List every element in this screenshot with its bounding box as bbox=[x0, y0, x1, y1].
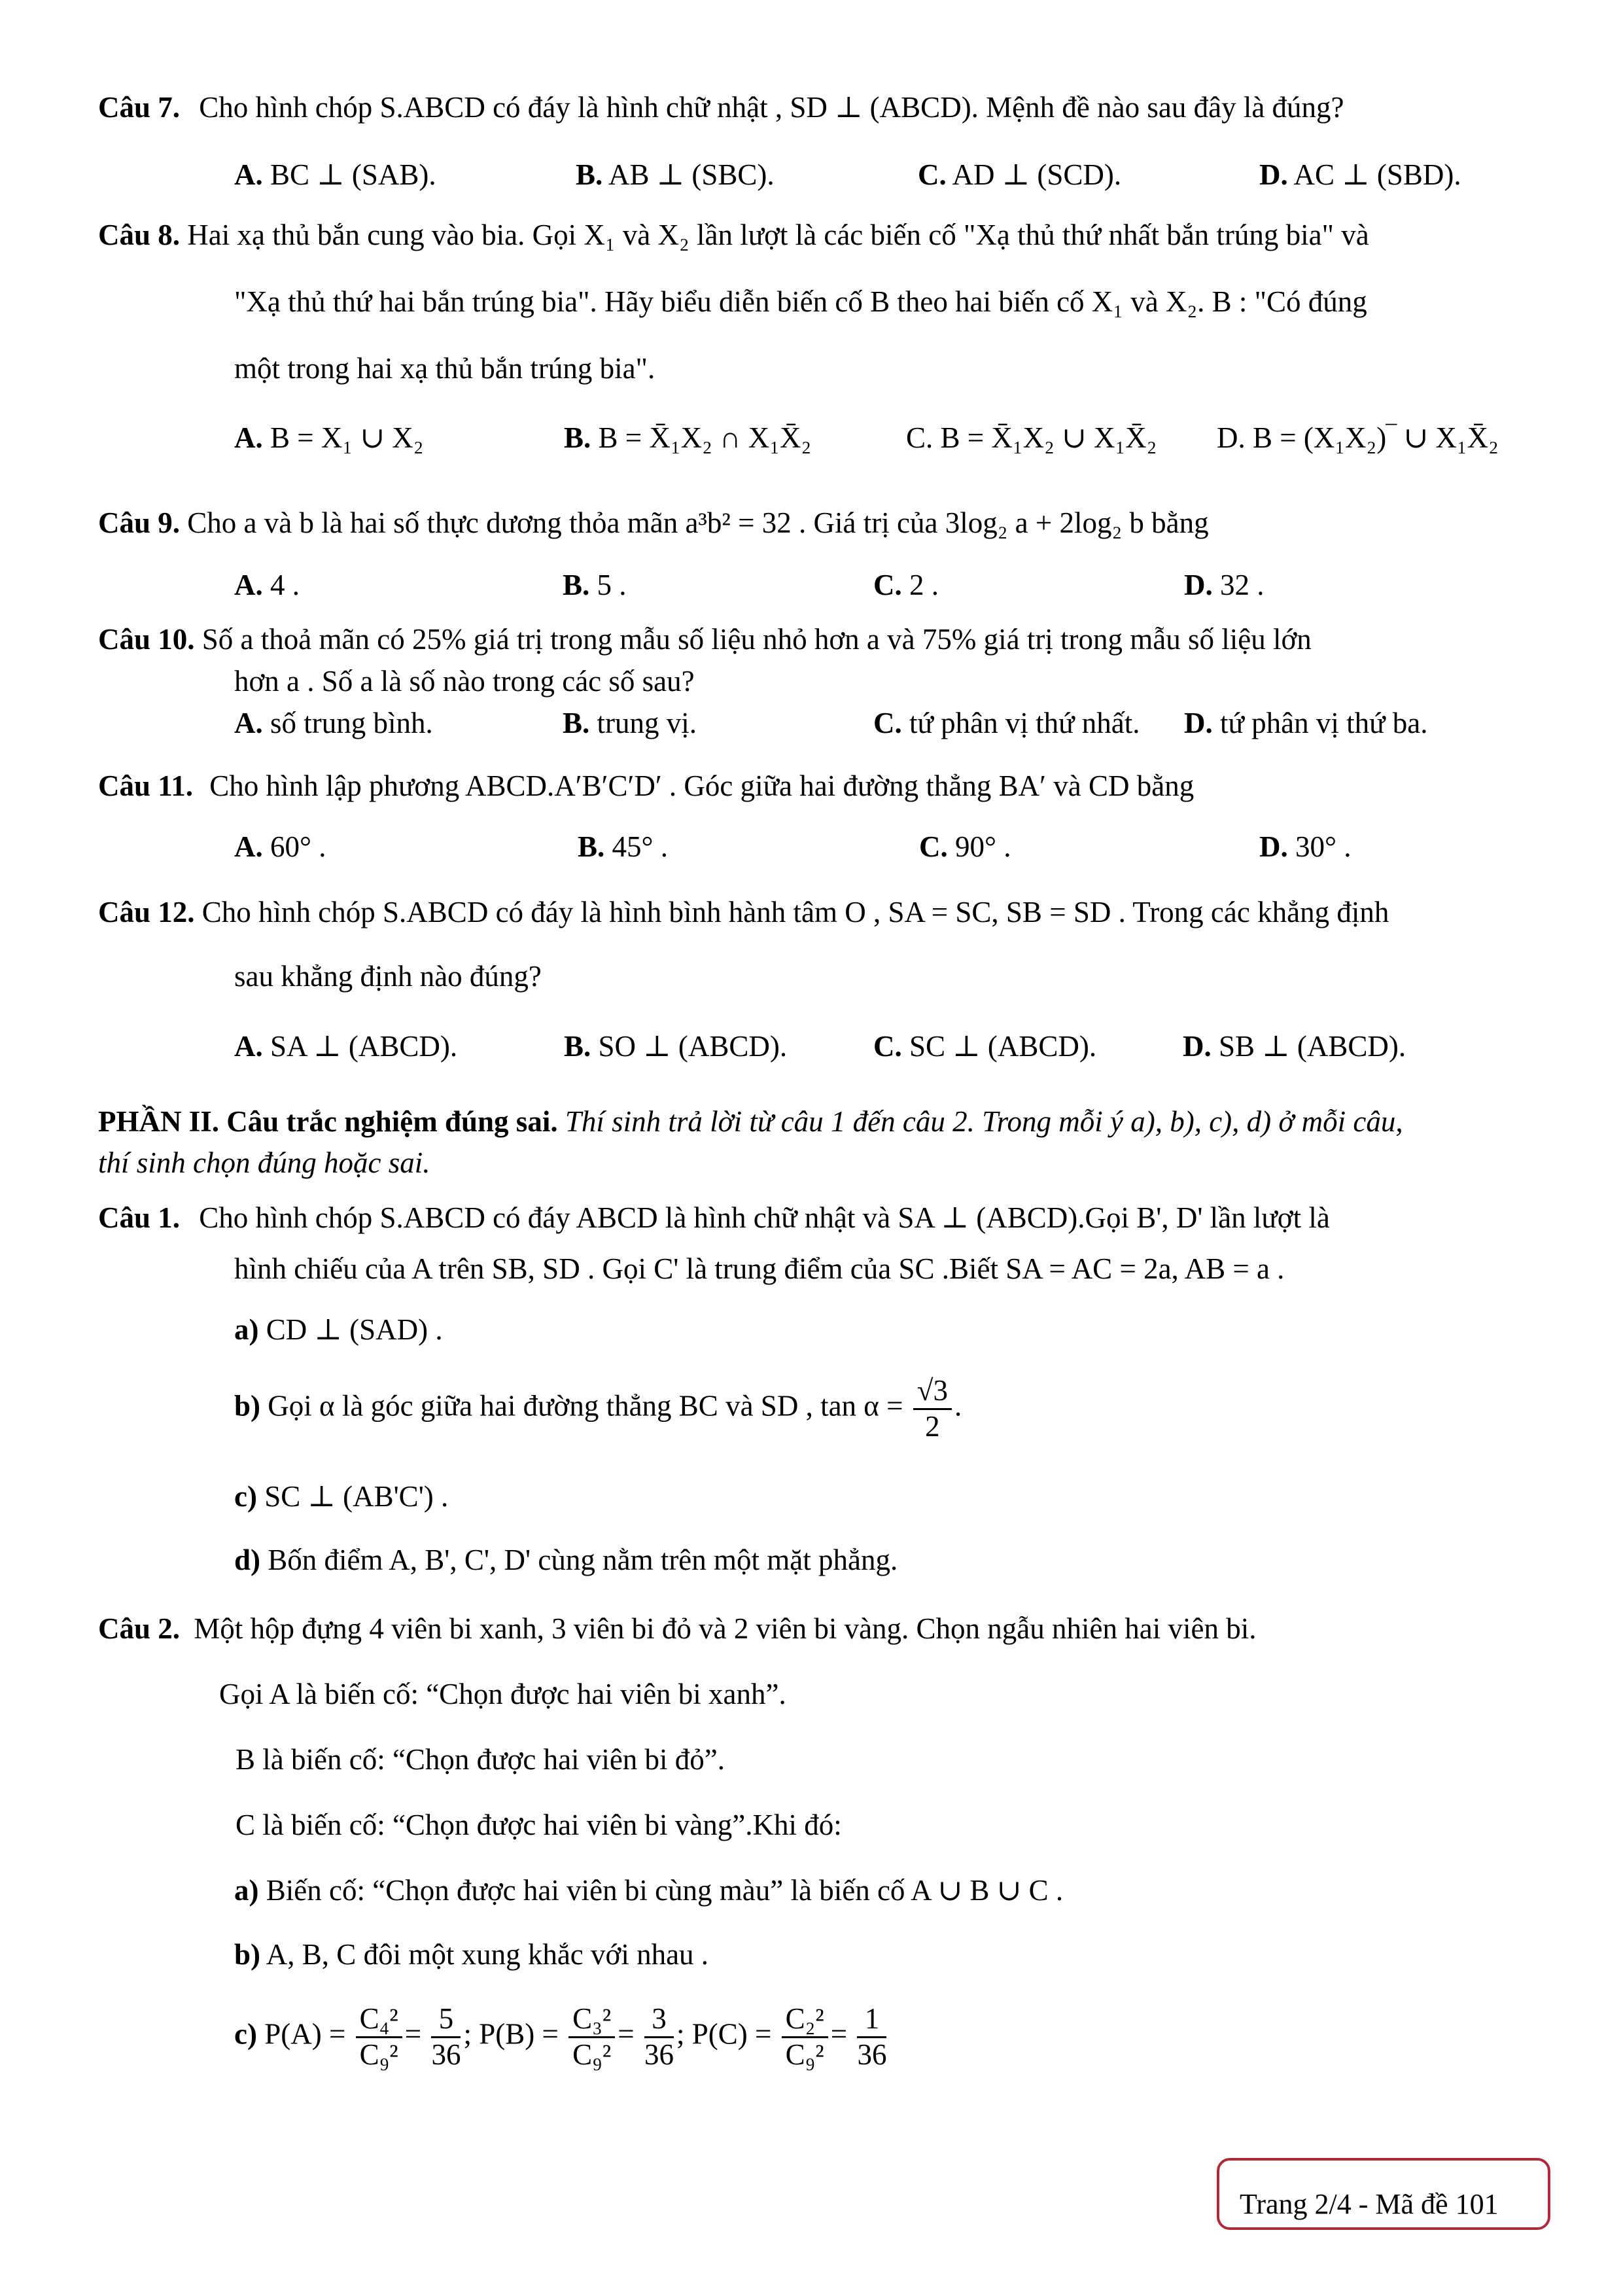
part2-desc-2: thí sinh chọn đúng hoặc sai. bbox=[98, 1146, 430, 1179]
fraction-combo-b: $\frac{\text{C₃²}}{\text{C₉²}}$ bbox=[568, 2002, 615, 2072]
q11-stem: Cho hình lập phương ABCD.A′B′C′D′ . Góc giữa hai đường thẳng BA′ và CD bằng bbox=[209, 769, 1195, 802]
q11-stem-line bbox=[98, 767, 1194, 805]
fraction-value-b: $\frac{3}{36}$ bbox=[644, 2002, 674, 2071]
part2-title: PHẦN II. Câu trắc nghiệm đúng sai. bbox=[98, 1105, 558, 1138]
q11-opt-a: A. 60° . bbox=[234, 830, 326, 863]
p2q2-line-2: Gọi A là biến cố: “Chọn được hai viên bi xanh”. bbox=[219, 1678, 786, 1710]
p2q2-line-1 bbox=[98, 1610, 1256, 1648]
q8-line-2: "Xạ thủ thứ hai bắn trúng bia". Hãy biểu diễn biến cố B theo hai biến cố X₁ và X₂. B : "Có đúng bbox=[234, 285, 1367, 318]
part2-heading bbox=[98, 1103, 1403, 1141]
q11-opt-b: B. 45° . bbox=[578, 830, 669, 863]
q12-opt-b: B. SO ⊥ (ABCD). bbox=[564, 1030, 788, 1063]
p2q1-label: Câu 1. bbox=[98, 1201, 181, 1234]
fraction-combo-a: $\frac{\text{C₄²}}{\text{C₉²}}$ bbox=[356, 2002, 402, 2072]
fraction-value-c: $\frac{1}{36}$ bbox=[857, 2002, 887, 2071]
q11-opt-d: D. 30° . bbox=[1259, 830, 1352, 863]
q11-label: Câu 11. bbox=[98, 769, 194, 802]
q9-stem: Cho a và b là hai số thực dương thỏa mãn a³b² = 32 . Giá trị của 3log₂ a + 2log₂ b bằng bbox=[187, 506, 1209, 539]
q8-opt-b: B. B = X̄₁X₂ ∩ X₁X̄₂ bbox=[564, 421, 812, 454]
p2q1-item-a: a) CD ⊥ (SAD) . bbox=[234, 1313, 443, 1346]
q7-opt-d: D. AC ⊥ (SBD). bbox=[1259, 158, 1461, 191]
p2q1-item-b: b) Gọi α là góc giữa hai đường thẳng BC và SD , tan α = $\frac{√3}{2}$ . bbox=[234, 1374, 962, 1443]
p2q1-item-c: c) SC ⊥ (AB'C') . bbox=[234, 1480, 449, 1513]
p2q1-text-1: Cho hình chóp S.ABCD có đáy ABCD là hình chữ nhật và SA ⊥ (ABCD).Gọi B', D' lần lượt là bbox=[199, 1201, 1330, 1234]
p2q2-item-a: a) Biến cố: “Chọn được hai viên bi cùng màu” là biến cố A ∪ B ∪ C . bbox=[234, 1874, 1064, 1907]
q7-opt-c: C. AD ⊥ (SCD). bbox=[918, 158, 1122, 191]
q9-opt-d: D. 32 . bbox=[1184, 569, 1265, 601]
q10-opt-a: A. số trung bình. bbox=[234, 707, 433, 739]
q7-stem: Cho hình chóp S.ABCD có đáy là hình chữ nhật , SD ⊥ (ABCD). Mệnh đề nào sau đây là đúng? bbox=[199, 91, 1344, 124]
q12-opt-d: D. SB ⊥ (ABCD). bbox=[1183, 1030, 1406, 1063]
q8-text-1: Hai xạ thủ bắn cung vào bia. Gọi X₁ và X₂ lần lượt là các biến cố "Xạ thủ thứ nhất bắn trúng bia" và bbox=[187, 219, 1369, 251]
q7-label: Câu 7. bbox=[98, 91, 181, 124]
q7-opt-a: A. BC ⊥ (SAB). bbox=[234, 158, 436, 191]
q7-opt-b: B. AB ⊥ (SBC). bbox=[576, 158, 775, 191]
q10-opt-b: B. trung vị. bbox=[563, 707, 697, 739]
q8-opt-a: A. B = X₁ ∪ X₂ bbox=[234, 421, 424, 454]
q11-opt-c: C. 90° . bbox=[919, 830, 1011, 863]
q10-opt-d: D. tứ phân vị thứ ba. bbox=[1184, 707, 1428, 739]
fraction-combo-c: $\frac{\text{C₂²}}{\text{C₉²}}$ bbox=[782, 2002, 828, 2072]
q9-opt-c: C. 2 . bbox=[873, 569, 939, 601]
q8-opt-d: D. B = (X₁X₂)‾ ∪ X₁X̄₂ bbox=[1217, 421, 1499, 454]
q12-opt-a: A. SA ⊥ (ABCD). bbox=[234, 1030, 458, 1063]
q10-line-2: hơn a . Số a là số nào trong các số sau? bbox=[234, 665, 695, 698]
q12-opt-c: C. SC ⊥ (ABCD). bbox=[873, 1030, 1097, 1063]
q12-label: Câu 12. bbox=[98, 896, 195, 928]
p2q2-text-1: Một hộp đựng 4 viên bi xanh, 3 viên bi đỏ và 2 viên bi vàng. Chọn ngẫu nhiên hai viên bi. bbox=[194, 1612, 1257, 1645]
fraction-value-a: $\frac{5}{36}$ bbox=[431, 2002, 461, 2071]
p2q2-line-3: B là biến cố: “Chọn được hai viên bi đỏ”. bbox=[236, 1743, 725, 1776]
q7-stem-line bbox=[98, 88, 1344, 127]
q9-label: Câu 9. bbox=[98, 506, 181, 539]
q9-stem-line bbox=[98, 504, 1209, 542]
q10-text-1: Số a thoả mãn có 25% giá trị trong mẫu số liệu nhỏ hơn a và 75% giá trị trong mẫu số liệu lớn bbox=[201, 623, 1312, 656]
q12-line-1 bbox=[98, 893, 1389, 932]
p2q2-label: Câu 2. bbox=[98, 1612, 181, 1645]
p2q2-line-4: C là biến cố: “Chọn được hai viên bi vàng”.Khi đó: bbox=[236, 1809, 842, 1841]
p2q2-item-b: b) A, B, C đôi một xung khắc với nhau . bbox=[234, 1938, 709, 1971]
q10-opt-c: C. tứ phân vị thứ nhất. bbox=[873, 707, 1140, 739]
q8-line-3: một trong hai xạ thủ bắn trúng bia". bbox=[234, 352, 655, 385]
q8-opt-c: C. B = X̄₁X₂ ∪ X₁X̄₂ bbox=[906, 421, 1157, 454]
part2-desc-1: Thí sinh trả lời từ câu 1 đến câu 2. Trong mỗi ý a), b), c), d) ở mỗi câu, bbox=[565, 1105, 1403, 1138]
q10-label: Câu 10. bbox=[98, 623, 195, 656]
q12-line-2: sau khẳng định nào đúng? bbox=[234, 960, 542, 993]
p2q2-item-c: c) P(A) = $\frac{\text{C₄²}}{\text{C₉²}}$ = $\frac{5}{36}$ ; P(B) = $\frac{\text{C₃²}}{\text{C₉²}}$ = $\frac{3}{36}$ ; P(C) = $\frac{\text{C₂²}}{\text{C₉²}}$ = $\frac{1}{36}$ bbox=[234, 2002, 887, 2071]
p2q1-line-2: hình chiếu của A trên SB, SD . Gọi C' là trung điểm của SC .Biết SA = AC = 2a, AB = a . bbox=[234, 1252, 1285, 1285]
q8-line-1 bbox=[98, 216, 1369, 255]
p2q1-item-d: d) Bốn điểm A, B', C', D' cùng nằm trên một mặt phẳng. bbox=[234, 1544, 898, 1576]
page-footer: Trang 2/4 - Mã đề 101 bbox=[1240, 2188, 1499, 2220]
q9-opt-a: A. 4 . bbox=[234, 569, 300, 601]
p2q1-line-1 bbox=[98, 1199, 1330, 1237]
tan-alpha-fraction: $\frac{√3}{2}$ bbox=[913, 1374, 952, 1444]
q12-text-1: Cho hình chóp S.ABCD có đáy là hình bình hành tâm O , SA = SC, SB = SD . Trong các khẳng định bbox=[201, 896, 1389, 928]
q10-line-1 bbox=[98, 620, 1312, 659]
q8-label: Câu 8. bbox=[98, 219, 181, 251]
q9-opt-b: B. 5 . bbox=[563, 569, 627, 601]
